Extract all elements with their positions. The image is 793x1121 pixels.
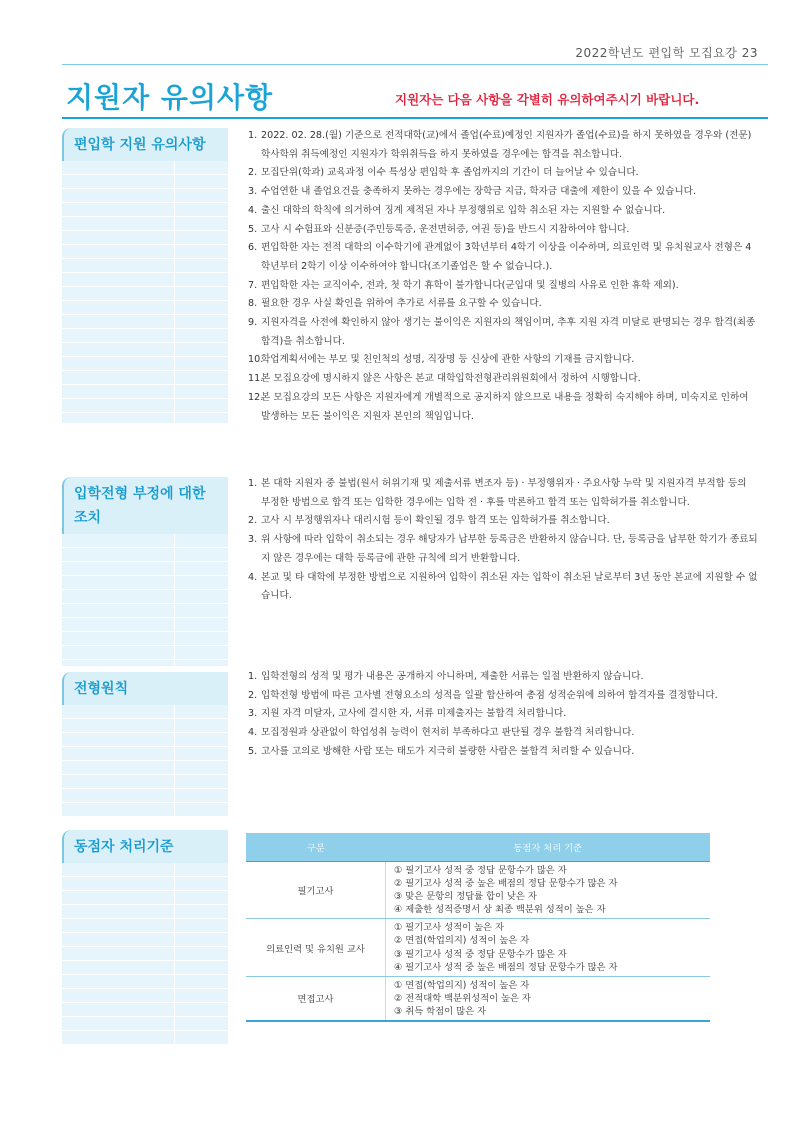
principles-list (248, 668, 758, 762)
list-item (248, 531, 758, 568)
item-text: 고사를 고의로 방해한 사람 또는 태도가 지극히 불량한 사람은 불합격 처리할 수 있습니다. (261, 745, 635, 757)
table-header-criteria: 동점자 처리 기준 (386, 833, 711, 862)
list-item (248, 370, 758, 389)
item-number: 5. (248, 745, 258, 757)
list-item (248, 239, 758, 276)
section-heading: 입학전형 부정에 대한 조치 (62, 477, 228, 534)
table-cell-category: 필기고사 (246, 862, 386, 919)
item-number: 4. (248, 571, 258, 583)
applicant-notes-list (248, 127, 758, 426)
item-number: 12. (248, 391, 264, 403)
item-text: 모집단위(학과) 교육과정 이수 특성상 편입학 후 졸업까지의 기간이 더 늘어날 수 있습니다. (261, 167, 639, 179)
criteria-line: ③ 필기고사 성적 중 정답 문항수가 많은 자 (394, 948, 567, 960)
item-text: 모집정원과 상관없이 학업성취 능력이 현저히 부족하다고 판단될 경우 불합격 처리합니다. (261, 727, 635, 739)
item-text: 지원자격을 사전에 확인하지 않아 생기는 불이익은 지원자의 책임이며, 추후 지원 자격 미달로 판명되는 경우 합격(최종합격)을 취소합니다. (261, 317, 756, 347)
item-text: 본 모집요강에 명시하지 않은 사항은 본교 대학입학전형관리위원회에서 정하여 시행합니다. (261, 373, 641, 385)
sidebar-decoration (62, 863, 228, 1045)
header-rule (62, 64, 768, 65)
sidebar-section-applicant-notes (62, 128, 228, 423)
table-row (246, 976, 710, 1021)
item-text: 지원 자격 미달자, 고사에 결시한 자, 서류 미제출자는 불합격 처리합니다. (261, 708, 567, 720)
item-number: 2. (248, 689, 258, 701)
item-text: 필요한 경우 사실 확인을 위하여 추가로 서류를 요구할 수 있습니다. (261, 298, 542, 310)
item-number: 1. (248, 671, 258, 682)
list-item (248, 687, 758, 706)
table-row (246, 919, 710, 976)
sidebar-decoration (62, 534, 228, 666)
criteria-line: ② 면접(학업의지) 성적이 높은 자 (394, 935, 530, 947)
sidebar-decoration (62, 705, 228, 817)
list-item (248, 221, 758, 240)
item-number: 9. (248, 317, 258, 329)
list-item (248, 512, 758, 531)
criteria-line: ① 필기고사 성적이 높은 자 (394, 922, 504, 934)
section-heading: 동점자 처리기준 (62, 830, 228, 863)
item-text: 본 대학 지원자 중 불법(원서 허위기재 및 제출서류 변조자 등) · 부정행위자 · 주요사항 누락 및 지원자격 부적합 등의 부정한 방법으로 합격 또는 입학한 경우에는 입학 전 · 후를 막론하고 합격 또는 입학허가를 취소합니다. (261, 478, 747, 508)
item-text: 위 사항에 따라 입학이 취소되는 경우 해당자가 납부한 등록금은 반환하지 않습니다. 단, 등록금을 납부한 학기가 종료되지 않은 경우에는 대학 등록금에 관한 규칙에 의거 반환합니다. (261, 534, 758, 564)
page-subtitle: 지원자는 다음 사항을 각별히 유의하여주시기 바랍니다. (395, 92, 700, 107)
list-item (248, 277, 758, 296)
title-rule (62, 117, 768, 119)
item-text: 2022. 02. 28.(월) 기준으로 전적대학(교)에서 졸업(수료)예정인 지원자가 졸업(수료)을 하지 못하였을 경우와 (전문)학사학위 취득예정인 지원자가 학위취득을 하지 못하였을 경우에는 합격을 취소합니다. (261, 130, 752, 160)
table-cell-category: 면접고사 (246, 976, 386, 1021)
item-number: 2. (248, 515, 258, 527)
list-item (248, 314, 758, 351)
list-item (248, 202, 758, 221)
criteria-line: ② 전적대학 백분위성적이 높은 자 (394, 992, 531, 1004)
page-title: 지원자 유의사항 (66, 81, 274, 114)
item-text: 본 모집요강의 모든 사항은 지원자에게 개별적으로 공지하지 않으므로 내용을 정확히 숙지해야 하며, 미숙지로 인하여 발생하는 모든 불이익은 지원자 본인의 책임입니다. (261, 391, 749, 422)
table-cell-criteria (386, 976, 711, 1021)
list-item (248, 724, 758, 743)
tiebreak-table (246, 833, 710, 1022)
item-number: 4. (248, 204, 258, 216)
table-row (246, 862, 710, 919)
item-number: 4. (248, 727, 258, 739)
list-item (248, 351, 758, 370)
criteria-line: ① 면접(학업의지) 성적이 높은 자 (394, 979, 530, 991)
table-cell-criteria (386, 862, 711, 919)
list-item (248, 295, 758, 314)
section-heading: 편입학 지원 유의사항 (62, 128, 228, 161)
criteria-line: ① 필기고사 성적 중 정답 문항수가 많은 자 (394, 865, 567, 876)
item-number: 11. (248, 373, 264, 385)
criteria-line: ③ 맞은 문항의 정답률 합이 낮은 자 (394, 891, 537, 903)
criteria-line: ② 필기고사 성적 중 높은 배점의 정답 문항수가 많은 자 (394, 878, 618, 890)
list-item (248, 743, 758, 762)
item-number: 1. (248, 130, 258, 141)
item-text: 입학전형의 성적 및 평가 내용은 공개하지 아니하며, 제출한 서류는 일절 반환하지 않습니다. (261, 671, 644, 682)
list-item (248, 164, 758, 183)
list-item (248, 475, 758, 512)
list-item (248, 705, 758, 724)
item-text: 편입학한 자는 전적 대학의 이수학기에 관계없이 3학년부터 4학기 이상을 이수하며, 의료인력 및 유치원교사 전형은 4학년부터 2학기 이상 이수하여야 합니다(조기졸업은 할 수 없습니다.). (261, 242, 752, 272)
item-number: 8. (248, 298, 258, 310)
table-cell-criteria (386, 919, 711, 976)
item-text: 고사 시 부정행위자나 대리시험 등이 확인될 경우 합격 또는 입학허가를 취소합니다. (261, 515, 610, 527)
section-heading: 전형원칙 (62, 672, 228, 705)
item-number: 7. (248, 279, 258, 291)
item-text: 입학전형 방법에 따른 고사별 전형요소의 성적을 일괄 합산하여 총점 성적순위에 의하여 합격자를 결정합니다. (261, 689, 718, 701)
item-text: 고사 시 수험표와 신분증(주민등록증, 운전면허증, 여권 등)을 반드시 지참하여야 합니다. (261, 223, 630, 235)
item-number: 1. (248, 478, 258, 489)
item-number: 3. (248, 708, 258, 720)
sidebar-section-fraud-measures (62, 477, 228, 666)
sidebar-section-tiebreak (62, 830, 228, 1045)
sidebar-section-principles (62, 672, 228, 817)
sidebar-decoration (62, 161, 228, 423)
fraud-measures-list (248, 475, 758, 606)
item-text: 편입학한 자는 교직이수, 전과, 첫 학기 휴학이 불가합니다(군입대 및 질병의 사유로 인한 휴학 제외). (261, 279, 679, 291)
item-text: 본교 및 타 대학에 부정한 방법으로 지원하여 입학이 취소된 자는 입학이 취소된 날로부터 3년 동안 본교에 지원할 수 없습니다. (261, 571, 758, 602)
list-item (248, 127, 758, 164)
list-item (248, 389, 758, 426)
criteria-line: ④ 필기고사 성적 중 높은 배점의 정답 문항수가 많은 자 (394, 961, 618, 973)
item-number: 6. (248, 242, 258, 254)
list-item (248, 183, 758, 202)
list-item (248, 668, 758, 687)
item-number: 3. (248, 186, 258, 198)
item-text: 학업계획서에는 부모 및 친인척의 성명, 직장명 등 신상에 관한 사항의 기재를 금지합니다. (261, 354, 635, 366)
item-text: 출신 대학의 학칙에 의거하여 징계 제적된 자나 부정행위로 입학 취소된 자는 지원할 수 없습니다. (261, 204, 666, 216)
criteria-line: ③ 취득 학점이 많은 자 (394, 1005, 487, 1017)
item-number: 10. (248, 354, 264, 366)
table-cell-category: 의료인력 및 유치원 교사 (246, 919, 386, 976)
table-header-category: 구분 (246, 833, 386, 862)
page-header: 2022학년도 편입학 모집요강 23 (575, 46, 758, 60)
criteria-line: ④ 제출한 성적증명서 상 최종 백분위 성적이 높은 자 (394, 904, 606, 916)
item-number: 2. (248, 167, 258, 179)
item-number: 5. (248, 223, 258, 235)
list-item (248, 569, 758, 606)
item-number: 3. (248, 534, 258, 546)
item-text: 수업연한 내 졸업요건을 충족하지 못하는 경우에는 장학금 지급, 학자금 대출에 제한이 있을 수 있습니다. (261, 186, 696, 198)
